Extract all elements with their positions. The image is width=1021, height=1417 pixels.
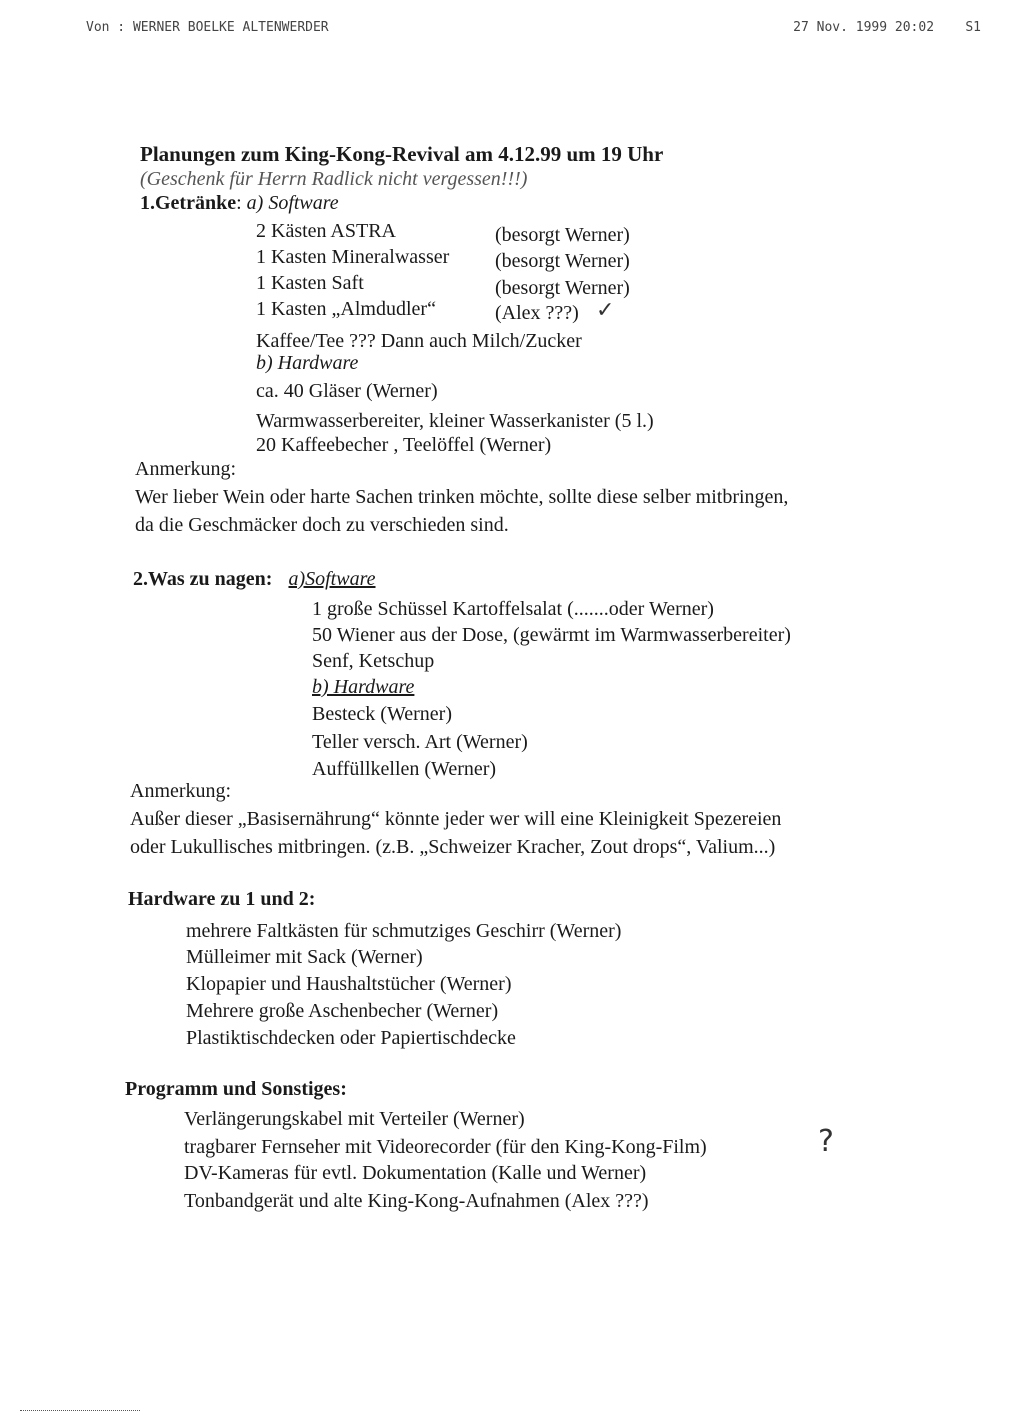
s2-item-1: 50 Wiener aus der Dose, (gewärmt im Warmwasserbereiter) [312, 624, 791, 646]
s1-item-0: 2 Kästen ASTRA [256, 220, 396, 242]
s2-remark-line-1: oder Lukullisches mitbringen. (z.B. „Schweizer Kracher, Zout drops“, Valium...) [130, 836, 776, 858]
s4-item-1: tragbarer Fernseher mit Videorecorder (für den King-Kong-Film) [184, 1136, 707, 1158]
section1-heading: 1.Getränke [140, 192, 237, 214]
s2-remark-line-0: Außer dieser „Basisernährung“ könnte jeder wer will eine Kleinigkeit Spezereien [130, 808, 782, 830]
section2-heading-line [133, 568, 376, 591]
s1-note-3: (Alex ???) [495, 302, 579, 324]
s2-hw-item-2: Auffüllkellen (Werner) [312, 758, 497, 780]
s3-item-1: Mülleimer mit Sack (Werner) [186, 946, 423, 968]
section1-software-label: a) Software [246, 192, 339, 214]
fax-datetime: 27 Nov. 1999 20:02 [793, 20, 935, 35]
s1-note-0: (besorgt Werner) [495, 224, 630, 246]
s2-remark-label: Anmerkung: [130, 780, 232, 802]
s2-item-2: Senf, Ketschup [312, 650, 435, 672]
s4-item-0: Verlängerungskabel mit Verteiler (Werner) [184, 1108, 525, 1130]
s1-remark-line-0: Wer lieber Wein oder harte Sachen trinken möchte, sollte diese selber mitbringen, [135, 486, 789, 508]
fax-header [86, 20, 981, 35]
fax-datetime-page [793, 20, 981, 35]
s1-item-3: 1 Kasten „Almdudler“ [256, 298, 436, 320]
fax-page: S1 [965, 20, 981, 35]
section2-hardware-label: b) Hardware [312, 676, 415, 698]
section3-heading: Hardware zu 1 und 2: [128, 888, 316, 910]
s3-item-2: Klopapier und Haushaltstücher (Werner) [186, 973, 512, 995]
section1-hardware-label: b) Hardware [256, 352, 359, 374]
s1-hw-item-1: Warmwasserbereiter, kleiner Wasserkanister (5 l.) [256, 410, 654, 432]
page-title: Planungen zum King-Kong-Revival am 4.12.99 um 19 Uhr [140, 142, 664, 166]
handwritten-question-mark: ? [818, 1124, 834, 1159]
section2-software-label: a)Software [288, 568, 376, 590]
section4-heading: Programm und Sonstiges: [125, 1078, 347, 1100]
s4-item-2: DV-Kameras für evtl. Dokumentation (Kalle und Werner) [184, 1162, 647, 1184]
s2-item-0: 1 große Schüssel Kartoffelsalat (.......oder Werner) [312, 598, 714, 620]
page-subtitle: (Geschenk für Herrn Radlick nicht vergessen!!!) [140, 168, 528, 190]
section1-heading-line: 1.Getränke: a) Software [140, 192, 339, 214]
handwritten-checkmark: ✓ [596, 298, 615, 323]
s2-hw-item-0: Besteck (Werner) [312, 703, 452, 725]
s1-remark-label: Anmerkung: [135, 458, 237, 480]
s2-hw-item-1: Teller versch. Art (Werner) [312, 731, 528, 753]
s3-item-3: Mehrere große Aschenbecher (Werner) [186, 1000, 499, 1022]
fax-sender: Von : WERNER BOELKE ALTENWERDER [86, 20, 329, 35]
s1-hw-item-0: ca. 40 Gläser (Werner) [256, 380, 438, 402]
s3-item-0: mehrere Faltkästen für schmutziges Geschirr (Werner) [186, 920, 622, 942]
section2-heading: 2.Was zu nagen: [133, 568, 273, 590]
s1-note-2: (besorgt Werner) [495, 277, 630, 299]
s1-hw-item-2: 20 Kaffeebecher , Teelöffel (Werner) [256, 434, 552, 456]
s1-item-2: 1 Kasten Saft [256, 272, 364, 294]
s1-note-1: (besorgt Werner) [495, 250, 630, 272]
s1-item-1: 1 Kasten Mineralwasser [256, 246, 450, 268]
s3-item-4: Plastiktischdecken oder Papiertischdecke [186, 1027, 516, 1049]
s4-item-3: Tonbandgerät und alte King-Kong-Aufnahmen (Alex ???) [184, 1190, 649, 1212]
s1-coffee-line: Kaffee/Tee ??? Dann auch Milch/Zucker [256, 330, 582, 352]
footer-dotted-line [20, 1410, 140, 1411]
s1-remark-line-1: da die Geschmäcker doch zu verschieden sind. [135, 514, 509, 536]
